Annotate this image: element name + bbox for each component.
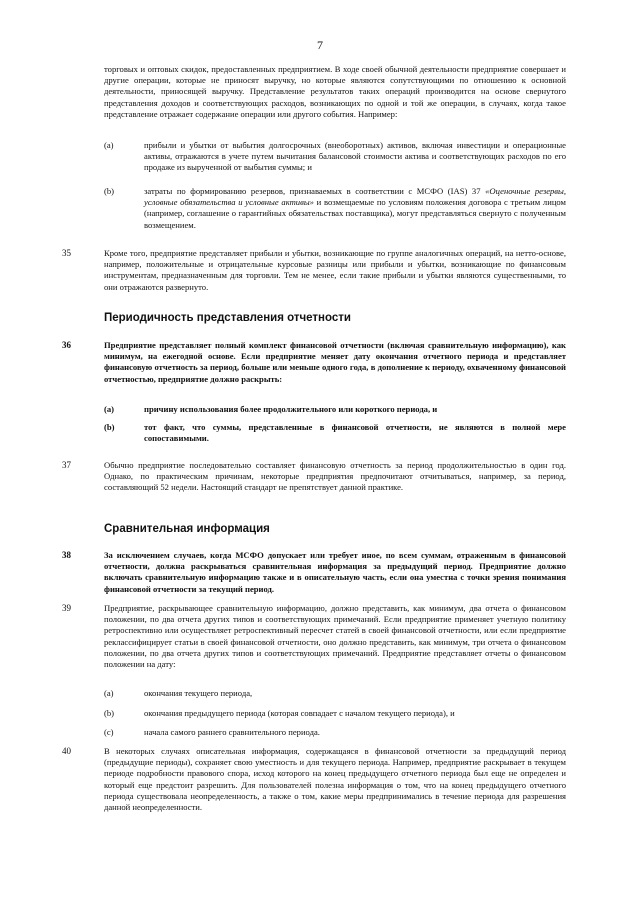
paragraph-number-37: 37 <box>62 460 71 470</box>
item-text: причину использования более продолжительного или короткого периода, и <box>144 404 438 414</box>
paragraph-number-38: 38 <box>62 550 71 560</box>
item-text: окончания текущего периода, <box>144 688 253 698</box>
paragraph-number-39: 39 <box>62 603 71 613</box>
intro-paragraph: торговых и оптовых скидок, предоставленных предприятием. В ходе своей обычной деятельности предприятие совершает и другие операции, которые не приносят выручку, но которые являются сопутствующими по отношению к основной деятельности, приносящей выручку. Представление результатов таких операций производится на основе свернутого представления доходов и соответствующих расходов, возникающих по одной и той же операции, в случаях, когда такое представление отражает содержание операции или другого события. Например: <box>104 64 566 119</box>
paragraph-number-40: 40 <box>62 746 71 756</box>
paragraph-40: В некоторых случаях описательная информация, содержащаяся в финансовой отчетности за предыдущий период (предыдущие периоды), сохраняет свою уместность и для текущего периода. Например, предприятие раскрывает в текущем периоде подробности правового спора, исход которого на конец предыдущего отчетного периода был еще не определен и который еще предстоит разрешить. Для пользователей полезна информация о том, что на конец предыдущего отчетного периода существовала неопределенность, а также о том, какие меры предпринимались в течение периода для разрешения данной неопределенности. <box>104 746 566 813</box>
item-text: тот факт, что суммы, представленные в финансовой отчетности, не являются в полной мере сопоставимыми. <box>144 422 566 444</box>
item-text: начала самого раннего сравнительного периода. <box>144 727 320 737</box>
item-text: прибыли и убытки от выбытия долгосрочных (внеоборотных) активов, включая инвестиции и операционные активы, отражаются в учете путем вычитания балансовой стоимости актива и соответствующих расходов по его продаже из вырученной от выбытия суммы; и <box>144 140 566 173</box>
standard-title: «Оценочные резервы, условные обязательства и условные активы» <box>144 186 566 208</box>
section-heading-comparative: Сравнительная информация <box>104 523 270 535</box>
item-label: (c) <box>104 727 114 737</box>
page-number: 7 <box>317 38 323 52</box>
paragraph-35: Кроме того, предприятие представляет прибыли и убытки, возникающие по группе аналогичных операций, на нетто-основе, например, положительные и отрицательные курсовые разницы или прибыли и убытки, возникающие по финансовым инструментам, предназначенным для торговли. Тем не менее, если такие прибыли и убытки являются существенными, то они отражаются развернуто. <box>104 248 566 292</box>
paragraph-number-36: 36 <box>62 340 71 350</box>
item-text <box>144 186 566 231</box>
item-label: (a) <box>104 404 115 414</box>
paragraph-37: Обычно предприятие последовательно составляет финансовую отчетность за период продолжительностью в один год. Однако, по практическим причинам, некоторые предприятия предпочитают отчитываться, например, за период, составляющий 52 недели. Настоящий стандарт не препятствует данной практике. <box>104 460 566 493</box>
item-text-plain: затраты по формированию резервов, признаваемых в соответствии с МСФО (IAS) 37 <box>144 186 486 196</box>
section-heading-periodicity: Периодичность представления отчетности <box>104 312 351 324</box>
paragraph-number-35: 35 <box>62 248 71 258</box>
paragraph-36: Предприятие представляет полный комплект финансовой отчетности (включая сравнительную информацию), как минимум, на ежегодной основе. Если предприятие меняет дату окончания отчетного периода и представляет финансовую отчетность за период, больше или меньше одного года, в дополнение к периоду, охваченному финансовой отчетностью, предприятие должно раскрыть: <box>104 340 566 384</box>
item-label: (b) <box>104 186 115 196</box>
item-label: (a) <box>104 688 114 698</box>
paragraph-39: Предприятие, раскрывающее сравнительную информацию, должно представить, как минимум, два отчета о финансовом положении, по два отчета других типов и соответствующих примечаний. Если предприятие применяет учетную политику ретроспективно или осуществляет ретроспективный пересчет статей в своей финансовой отчетности, или если предприятие реклассифицирует статьи в своей финансовой отчетности, оно должно представить, как минимум, три отчета о финансовом положении, по два отчета других типов и соответствующих примечаний. Предприятие представляет отчеты о финансовом положении на дату: <box>104 603 566 670</box>
item-label: (b) <box>104 422 115 432</box>
item-label: (a) <box>104 140 114 150</box>
item-text: окончания предыдущего периода (которая совпадает с началом текущего периода), и <box>144 708 455 718</box>
item-label: (b) <box>104 708 115 718</box>
paragraph-38: За исключением случаев, когда МСФО допускает или требует иное, по всем суммам, отраженным в финансовой отчетности, должна раскрываться сравнительная информация за предыдущий период. Предприятие должно включать сравнительную информацию также и в описательную часть, если она уместна с точки зрения понимания финансовой отчетности за текущий период. <box>104 550 566 594</box>
item-text-plain: и возмещаемые по условиям положения договора с третьим лицом (например, соглашение о гарантийных обязательствах поставщика), могут представляться свернуто с полученным возмещением. <box>144 197 566 230</box>
